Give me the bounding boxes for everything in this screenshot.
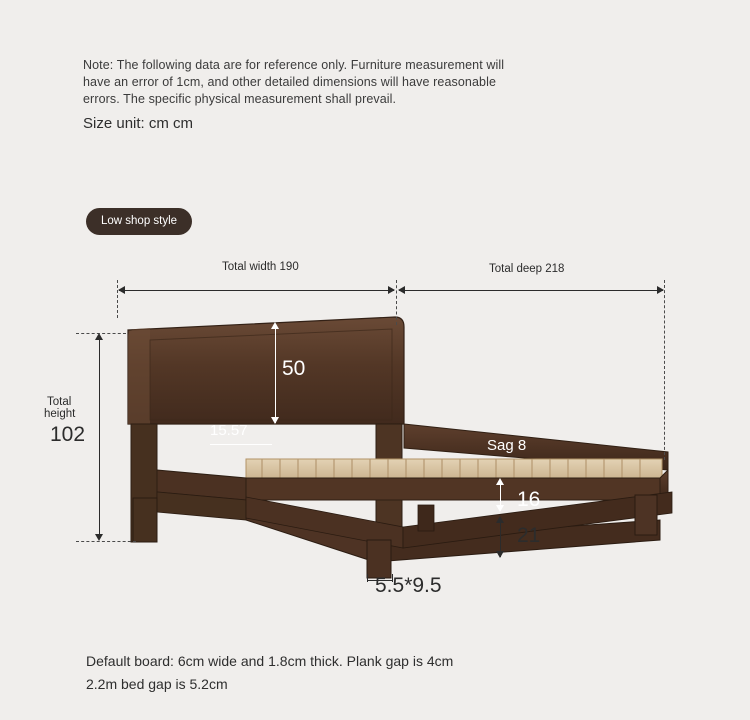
- total-height-label-line2: height: [44, 408, 76, 420]
- arrow-up: [271, 322, 279, 329]
- total-height-line: [99, 336, 100, 538]
- guide-line-mid-top: [396, 280, 397, 325]
- headboard-height-value: 50: [282, 357, 306, 380]
- arrow-down: [271, 417, 279, 424]
- headboard-inner-value: 15.57: [210, 422, 248, 439]
- arrow-up: [496, 478, 504, 485]
- total-height-label-line1: Total: [47, 396, 72, 408]
- total-deep-line: [399, 290, 663, 291]
- total-height-value: 102: [50, 423, 86, 446]
- reference-note: Note: The following data are for reference only. Furniture measurement will have an error of 1cm, and other detailed dimensions will have reasonable errors. The specific physical measurement shall prevail.: [83, 58, 505, 106]
- bed-gap-note: 2.2m bed gap is 5.2cm: [86, 676, 228, 692]
- guide-line-bottom-height: [76, 541, 136, 542]
- arrow-down: [496, 551, 504, 558]
- low-shop-style-badge[interactable]: Low shop style: [86, 208, 192, 235]
- arrow-right: [657, 286, 664, 294]
- slat-height-value: 16: [517, 488, 541, 511]
- total-width-line: [119, 290, 394, 291]
- arrow-left: [118, 286, 125, 294]
- frame-height-value: 21: [517, 524, 541, 547]
- guide-line-right-top: [664, 280, 665, 460]
- leg-size-value: 5.5*9.5: [375, 574, 442, 597]
- default-board-note: Default board: 6cm wide and 1.8cm thick. Plank gap is 4cm: [86, 653, 454, 669]
- sag-label: Sag 8: [487, 437, 527, 454]
- arrow-up: [95, 333, 103, 340]
- arrow-down: [95, 534, 103, 541]
- headboard-inner-line: [210, 444, 272, 445]
- total-deep-label: Total deep 218: [489, 263, 565, 275]
- total-width-label: Total width 190: [222, 261, 299, 273]
- arrow-up: [496, 516, 504, 523]
- arrow-right: [388, 286, 395, 294]
- leg-size-tick-left: [367, 574, 368, 582]
- size-unit-label: Size unit: cm cm: [83, 115, 194, 132]
- arrow-down: [496, 505, 504, 512]
- arrow-left: [398, 286, 405, 294]
- headboard-height-line: [275, 325, 276, 423]
